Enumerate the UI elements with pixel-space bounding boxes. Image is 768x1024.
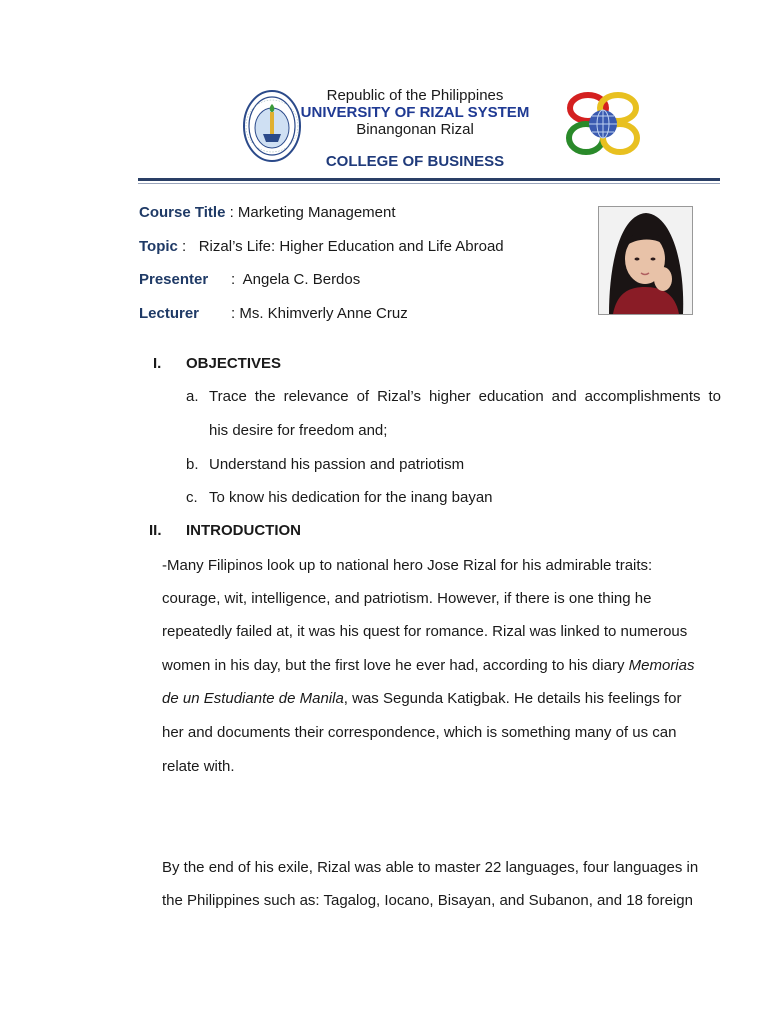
intro-line-5 bbox=[162, 690, 682, 707]
presenter-label: Presenter bbox=[139, 271, 209, 288]
topic-value: : Rizal’s Life: Higher Education and Life Abroad bbox=[177, 238, 504, 255]
diary-title-part2: de un Estudiante de Manila bbox=[162, 690, 344, 707]
introduction-number: II. bbox=[149, 522, 162, 539]
course-title-row bbox=[139, 204, 396, 221]
intro-line-4 bbox=[162, 657, 695, 674]
lecturer-label: Lecturer bbox=[139, 305, 200, 322]
presenter-photo bbox=[598, 206, 693, 315]
objective-c-mark: c. bbox=[186, 489, 198, 506]
objective-b-mark: b. bbox=[186, 456, 199, 473]
objective-c-text: To know his dedication for the inang bayan bbox=[209, 489, 493, 506]
objective-a-line1: Trace the relevance of Rizal’s higher education and accomplishments to bbox=[209, 388, 721, 405]
college-name: COLLEGE OF BUSINESS bbox=[325, 153, 505, 170]
college-rings-logo-icon bbox=[564, 88, 642, 160]
topic-row bbox=[139, 238, 504, 255]
topic-label: Topic bbox=[139, 238, 178, 255]
lecturer-row bbox=[139, 305, 408, 322]
para2-line-2: the Philippines such as: Tagalog, Iocano, Bisayan, and Subanon, and 18 foreign bbox=[162, 892, 693, 909]
objectives-number: I. bbox=[153, 355, 162, 372]
university-location: Binangonan Rizal bbox=[356, 121, 474, 138]
header-divider bbox=[138, 178, 720, 181]
introduction-heading: INTRODUCTION bbox=[186, 522, 301, 539]
intro-line-4-text: women in his day, but the first love he ever had, according to his diary bbox=[162, 657, 629, 674]
intro-line-7: relate with. bbox=[162, 758, 235, 775]
course-title-label: Course Title bbox=[139, 204, 226, 221]
header-divider-thin bbox=[138, 183, 720, 184]
presenter-row bbox=[139, 271, 360, 288]
lecturer-value: : Ms. Khimverly Anne Cruz bbox=[231, 305, 408, 322]
intro-line-2: courage, wit, intelligence, and patriotism. However, if there is one thing he bbox=[162, 590, 652, 607]
objectives-heading: OBJECTIVES bbox=[186, 355, 282, 372]
objective-a-mark: a. bbox=[186, 388, 199, 405]
university-name: UNIVERSITY OF RIZAL SYSTEM bbox=[300, 104, 530, 121]
intro-line-5-text: , was Segunda Katigbak. He details his feelings for bbox=[343, 690, 682, 707]
republic-line: Republic of the Philippines bbox=[326, 87, 504, 104]
course-title-value: : Marketing Management bbox=[225, 204, 396, 221]
objective-a-line2: his desire for freedom and; bbox=[209, 422, 388, 439]
diary-title-part1: Memorias bbox=[628, 657, 695, 674]
intro-line-6: her and documents their correspondence, which is something many of us can bbox=[162, 724, 677, 741]
intro-line-3: repeatedly failed at, it was his quest for romance. Rizal was linked to numerous bbox=[162, 623, 688, 640]
para2-line-1: By the end of his exile, Rizal was able to master 22 languages, four languages in bbox=[162, 859, 699, 876]
intro-line-1: -Many Filipinos look up to national hero Jose Rizal for his admirable traits: bbox=[162, 557, 653, 574]
presenter-value: : Angela C. Berdos bbox=[231, 271, 361, 288]
objective-b-text: Understand his passion and patriotism bbox=[209, 456, 465, 473]
